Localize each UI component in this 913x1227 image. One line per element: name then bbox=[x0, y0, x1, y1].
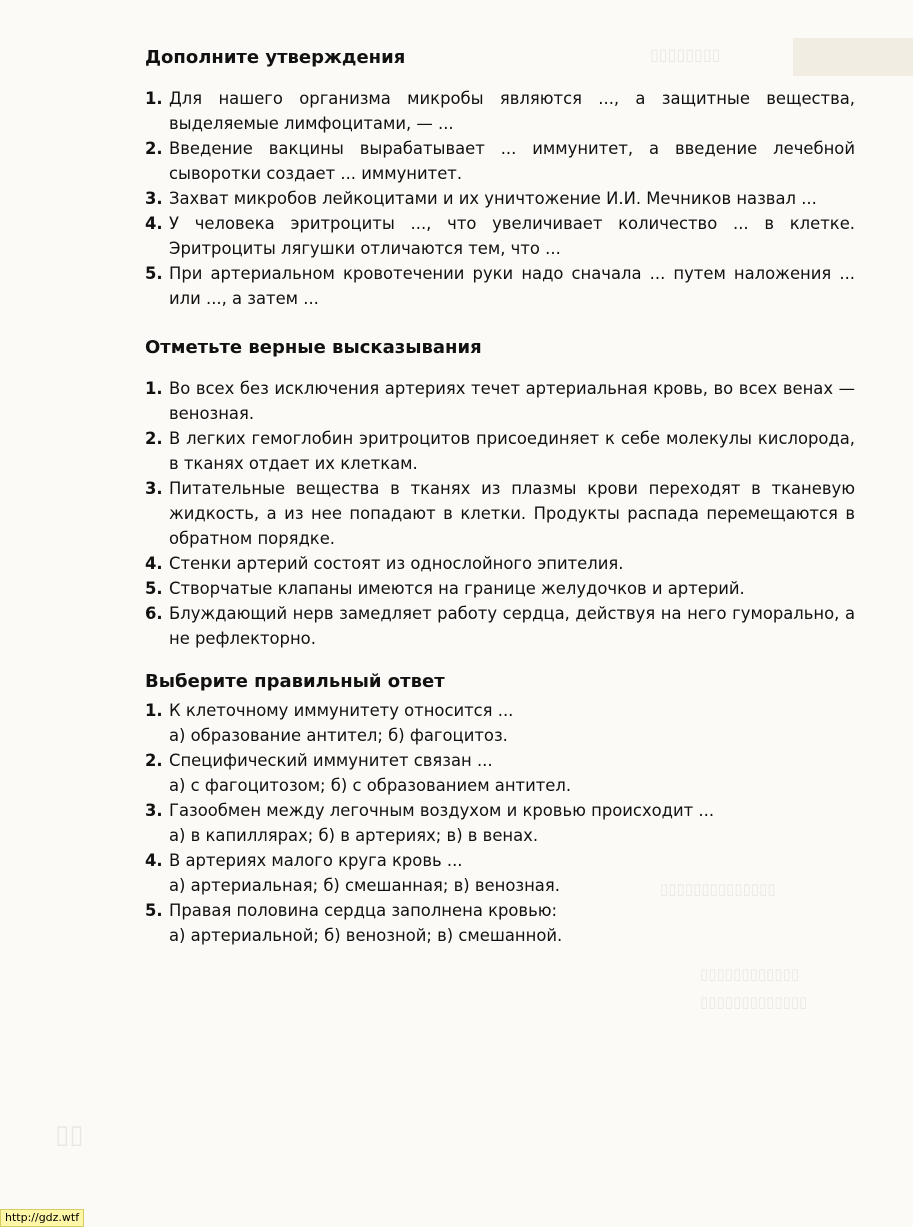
list-item bbox=[145, 898, 855, 948]
item-number: 1. bbox=[145, 379, 163, 398]
list-item bbox=[145, 576, 855, 601]
bleed-through-page-number: ▯▯ bbox=[55, 1120, 84, 1150]
item-text: Во всех без исключения артериях течет артериальная кровь, во всех венах — венозная. bbox=[169, 379, 855, 423]
list-item bbox=[145, 186, 855, 211]
section-title: Дополните утверждения bbox=[145, 47, 406, 68]
item-number: 6. bbox=[145, 604, 163, 623]
statement-list bbox=[145, 86, 855, 311]
item-text: Створчатые клапаны имеются на границе желудочков и артерий. bbox=[169, 579, 745, 598]
item-number: 1. bbox=[145, 701, 163, 720]
list-item bbox=[145, 601, 855, 651]
section-true-statements bbox=[145, 336, 855, 651]
item-text: К клеточному иммунитету относится ... bbox=[169, 701, 514, 720]
item-number: 3. bbox=[145, 189, 163, 208]
item-number: 5. bbox=[145, 264, 163, 283]
item-text: Специфический иммунитет связан ... bbox=[169, 751, 493, 770]
item-text: Блуждающий нерв замедляет работу сердца, действуя на него гуморально, а не рефлекторно. bbox=[169, 604, 855, 648]
item-text: У человека эритроциты ..., что увеличивает количество ... в клетке. Эритроциты лягушки отличаются тем, что ... bbox=[169, 214, 855, 258]
item-text: Стенки артерий состоят из однослойного эпителия. bbox=[169, 554, 624, 573]
section-complete-statements bbox=[145, 46, 855, 311]
item-text: Питательные вещества в тканях из плазмы крови переходят в тканевую жидкость, а из нее попадают в клетки. Продукты распада перемещаются в обратном порядке. bbox=[169, 479, 855, 548]
item-number: 5. bbox=[145, 901, 163, 920]
bleed-through-text: ▯▯▯▯▯▯▯▯ bbox=[650, 45, 721, 64]
section-title: Выберите правильный ответ bbox=[145, 671, 445, 692]
list-item bbox=[145, 476, 855, 551]
answer-options: а) артериальная; б) смешанная; в) венозная. bbox=[169, 876, 560, 895]
item-number: 1. bbox=[145, 89, 163, 108]
answer-options: а) с фагоцитозом; б) с образованием антител. bbox=[169, 776, 572, 795]
answer-options: а) артериальной; б) венозной; в) смешанной. bbox=[169, 926, 563, 945]
bleed-through-text: ▯▯▯▯▯▯▯▯▯▯▯▯▯ bbox=[700, 993, 808, 1011]
item-text: Правая половина сердца заполнена кровью: bbox=[169, 901, 558, 920]
item-text: Для нашего организма микробы являются ..., а защитные вещества, выделяемые лимфоцитами, — ... bbox=[169, 89, 855, 133]
statement-list bbox=[145, 376, 855, 651]
list-item bbox=[145, 376, 855, 426]
item-number: 3. bbox=[145, 801, 163, 820]
item-text: Захват микробов лейкоцитами и их уничтожение И.И. Мечников назвал ... bbox=[169, 189, 817, 208]
answer-options: а) в капиллярах; б) в артериях; в) в венах. bbox=[169, 826, 539, 845]
bleed-through-text: ▯▯▯▯▯▯▯▯▯▯▯▯▯▯ bbox=[660, 880, 776, 898]
list-item bbox=[145, 551, 855, 576]
item-text: Введение вакцины вырабатывает ... иммунитет, а введение лечебной сыворотки создает ... иммунитет. bbox=[169, 139, 855, 183]
watermark-link[interactable]: http://gdz.wtf bbox=[0, 1209, 84, 1227]
item-number: 4. bbox=[145, 214, 163, 233]
list-item bbox=[145, 211, 855, 261]
list-item bbox=[145, 86, 855, 136]
list-item bbox=[145, 848, 855, 898]
list-item bbox=[145, 698, 855, 748]
list-item bbox=[145, 136, 855, 186]
question-list bbox=[145, 698, 855, 948]
list-item bbox=[145, 798, 855, 848]
bleed-through-text: ▯▯▯▯▯▯▯▯▯▯▯▯ bbox=[700, 965, 800, 983]
answer-options: а) образование антител; б) фагоцитоз. bbox=[169, 726, 508, 745]
item-text: В артериях малого круга кровь ... bbox=[169, 851, 463, 870]
item-number: 2. bbox=[145, 751, 163, 770]
item-number: 5. bbox=[145, 579, 163, 598]
list-item bbox=[145, 261, 855, 311]
item-number: 2. bbox=[145, 139, 163, 158]
section-choose-answer bbox=[145, 670, 855, 948]
item-text: В легких гемоглобин эритроцитов присоединяет к себе молекулы кислорода, в тканях отдает их клеткам. bbox=[169, 429, 855, 473]
list-item bbox=[145, 426, 855, 476]
item-number: 2. bbox=[145, 429, 163, 448]
item-number: 3. bbox=[145, 479, 163, 498]
item-number: 4. bbox=[145, 554, 163, 573]
list-item bbox=[145, 748, 855, 798]
section-title: Отметьте верные высказывания bbox=[145, 337, 482, 358]
item-number: 4. bbox=[145, 851, 163, 870]
item-text: Газообмен между легочным воздухом и кровью происходит ... bbox=[169, 801, 715, 820]
item-text: При артериальном кровотечении руки надо сначала ... путем наложения ... или ..., а затем ... bbox=[169, 264, 855, 308]
